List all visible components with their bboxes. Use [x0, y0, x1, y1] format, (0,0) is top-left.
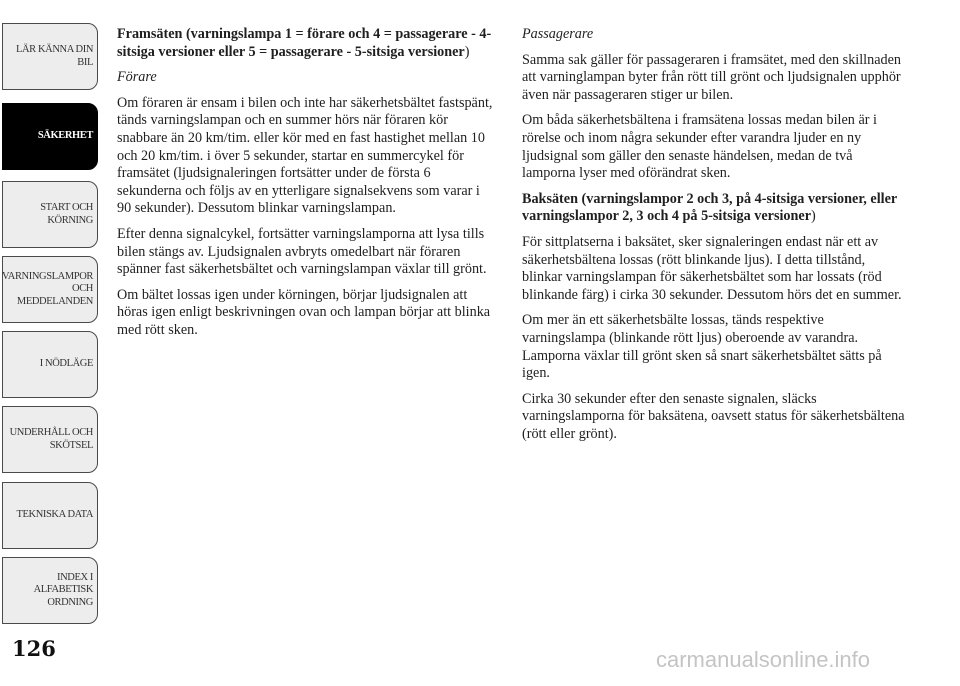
tab-i-nodlage[interactable]: I NÖDLÄGE	[2, 331, 98, 398]
heading-close-paren: )	[464, 43, 470, 60]
paragraph: Cirka 30 sekunder efter den senaste signalen, släcks varningslamporna för baksätena, oavsett status för säkerhetsbältena (rött eller grönt).	[522, 390, 905, 442]
tab-start-och-korning[interactable]: START OCH KÖRNING	[2, 181, 98, 248]
tab-varningslampor[interactable]: VARNINGSLAMPOR OCH MEDDELANDEN	[2, 256, 98, 323]
chapter-sidebar	[0, 0, 102, 686]
tab-sakerhet[interactable]: SÄKERHET	[2, 103, 98, 170]
left-column	[117, 26, 497, 348]
paragraph: Om föraren är ensam i bilen och inte har säkerhetsbältet fastspänt, tänds varningslampan och en summer hörs när föraren kör snabbare än 20 km/tim. eller kör med en fast hastighet mellan 10 och 20 km/tim. i över 5 sekunder, startar en summercykel för framsätet (ljudsignaleringen fortsätter under de första 6 sekunderna och följs av en ytterligare signalsekvens som varar i 90 sekunder). Dessutom blinkar varningslampan.	[117, 94, 493, 217]
right-column	[522, 26, 907, 451]
heading-text: Framsäten (varningslampa 1 = förare och 4 = passagerare - 4-sitsiga versioner eller 5 = passagerare - 5-sitsiga versioner	[117, 26, 492, 60]
section-heading-rear-seats	[522, 191, 907, 226]
paragraph: Efter denna signalcykel, fortsätter varningslamporna att lysa tills bilen stängs av. Ljudsignalen avbryts omedelbart när föraren spänner fast säkerhetsbältet och varningslampan växlar till grönt.	[117, 225, 487, 278]
page-number: 126	[12, 636, 56, 661]
section-heading-front-seats	[117, 26, 497, 61]
tab-lar-kanna-din-bil[interactable]: LÄR KÄNNA DIN BIL	[2, 23, 98, 90]
paragraph: Om mer än ett säkerhetsbälte lossas, tänds respektive varningslampa (blinkande rött ljus) oberoende av varandra. Lamporna växlar till grönt sken så snart säkerhetsbältet sätts på igen.	[522, 312, 882, 382]
watermark: carmanualsonline.info	[656, 647, 871, 672]
tab-tekniska-data[interactable]: TEKNISKA DATA	[2, 482, 98, 549]
paragraph: Om båda säkerhetsbältena i framsätena lossas medan bilen är i rörelse och inom några sekunder efter varandra ljuder en ny ljudsignal som gäller den senaste händelsen, medan de två lamporna lyser med oförändrat sken.	[522, 112, 877, 182]
paragraph: Samma sak gäller för passageraren i framsätet, med den skillnaden att varninglampan byter från rött till grönt och ljudsignalen upphör även när passageraren stiger ur bilen.	[522, 51, 901, 103]
subheading-forare: Förare	[117, 69, 157, 86]
heading-text: Baksäten (varningslampor 2 och 3, på 4-sitsiga versioner, eller varningslampor 2, 3 och 4 på 5-sitsiga versioner	[522, 190, 897, 225]
paragraph: För sittplatserna i baksätet, sker signaleringen endast när ett av säkerhetsbältena lossas (rött blinkande ljus). I detta tillstånd, blinkar varningslampan för säkerhetsbältet som har lossats (röd blinkande färg) i cirka 30 sekunder. Dessutom hörs det en summer.	[522, 233, 902, 303]
subheading-passagerare: Passagerare	[522, 26, 594, 42]
heading-close-paren: )	[811, 208, 816, 225]
tab-index[interactable]: INDEX I ALFABETISK ORDNING	[2, 557, 98, 624]
tab-underhall-och-skotsel[interactable]: UNDERHÅLL OCH SKÖTSEL	[2, 406, 98, 473]
paragraph: Om bältet lossas igen under körningen, börjar ljudsignalen att höras igen enligt beskrivningen ovan och lampan börjar att blinka med rött sken.	[117, 286, 491, 338]
